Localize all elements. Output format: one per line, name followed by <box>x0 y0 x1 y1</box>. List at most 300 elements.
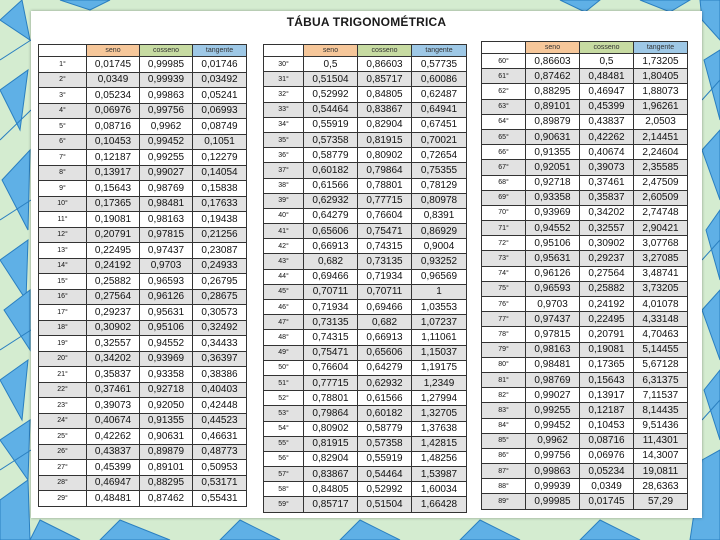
tangent-value: 0,80978 <box>412 193 467 208</box>
table-row <box>264 117 467 132</box>
sine-value: 0,99452 <box>526 418 580 433</box>
sine-value: 0,88295 <box>526 84 580 99</box>
cosine-value: 0,27564 <box>580 266 634 281</box>
tangent-value: 0,72654 <box>412 148 467 163</box>
angle-cell: 69° <box>482 190 526 205</box>
tangent-value: 0,70021 <box>412 132 467 147</box>
table-row <box>482 494 688 509</box>
angle-cell: 10° <box>39 196 87 212</box>
cosine-value: 0,98163 <box>140 212 193 228</box>
table-row <box>264 300 467 315</box>
cosine-value: 0,06976 <box>580 448 634 463</box>
sine-value: 0,96593 <box>526 281 580 296</box>
sine-value: 0,93969 <box>526 205 580 220</box>
table-row <box>264 360 467 375</box>
tangent-value: 0,08749 <box>193 119 247 135</box>
angle-cell: 22° <box>39 382 87 398</box>
table-row <box>39 444 247 460</box>
cosine-value: 0,66913 <box>358 330 412 345</box>
sine-value: 0,29237 <box>87 305 140 321</box>
cosine-value: 0,40674 <box>580 145 634 160</box>
angle-cell: 34° <box>264 117 304 132</box>
tangent-value: 2,60509 <box>634 190 688 205</box>
table-row <box>264 345 467 360</box>
sine-value: 0,10453 <box>87 134 140 150</box>
table-row <box>264 467 467 482</box>
tangent-value: 0,34433 <box>193 336 247 352</box>
tangent-value: 1,48256 <box>412 451 467 466</box>
angle-cell: 11° <box>39 212 87 228</box>
tangent-value: 3,07768 <box>634 236 688 251</box>
header-blank <box>482 42 526 54</box>
cosine-value: 0,24192 <box>580 297 634 312</box>
sine-value: 0,9703 <box>526 297 580 312</box>
angle-cell: 86° <box>482 448 526 463</box>
table-row <box>482 448 688 463</box>
table-row <box>482 114 688 129</box>
table-row <box>264 87 467 102</box>
tangent-value: 0,01746 <box>193 57 247 73</box>
tangent-value: 0,42448 <box>193 398 247 414</box>
tangent-value: 4,33148 <box>634 312 688 327</box>
sine-value: 0,06976 <box>87 103 140 119</box>
sine-value: 0,92718 <box>526 175 580 190</box>
table-row <box>264 391 467 406</box>
tangent-value: 0,55431 <box>193 491 247 507</box>
angle-cell: 6° <box>39 134 87 150</box>
tangent-value: 0,60086 <box>412 72 467 87</box>
cosine-value: 0,48481 <box>580 69 634 84</box>
sine-value: 0,98163 <box>526 342 580 357</box>
tangent-value: 2,0503 <box>634 114 688 129</box>
cosine-value: 0,15643 <box>580 372 634 387</box>
cosine-value: 0,5 <box>580 54 634 69</box>
sine-value: 0,93358 <box>526 190 580 205</box>
tangent-value: 3,27085 <box>634 251 688 266</box>
table-row <box>482 145 688 160</box>
header-cosine: cosseno <box>140 45 193 57</box>
tangent-value: 5,67128 <box>634 357 688 372</box>
tangent-value: 2,14451 <box>634 129 688 144</box>
table-row <box>264 208 467 223</box>
angle-cell: 54° <box>264 421 304 436</box>
cosine-value: 0,73135 <box>358 254 412 269</box>
sine-value: 0,43837 <box>87 444 140 460</box>
angle-cell: 23° <box>39 398 87 414</box>
table-row <box>264 330 467 345</box>
cosine-value: 0,34202 <box>580 205 634 220</box>
sine-value: 0,58779 <box>304 148 358 163</box>
tangent-value: 0,36397 <box>193 351 247 367</box>
sine-value: 0,69466 <box>304 269 358 284</box>
tangent-value: 0,23087 <box>193 243 247 259</box>
table-row <box>264 482 467 497</box>
sine-value: 0,83867 <box>304 467 358 482</box>
header-tangent: tangente <box>634 42 688 54</box>
sine-value: 0,61566 <box>304 178 358 193</box>
sine-value: 0,99255 <box>526 403 580 418</box>
table-row <box>482 312 688 327</box>
table-row <box>264 178 467 193</box>
table-row <box>39 119 247 135</box>
table-row <box>482 388 688 403</box>
sine-value: 0,52992 <box>304 87 358 102</box>
sine-value: 0,9962 <box>526 433 580 448</box>
cosine-value: 0,92050 <box>140 398 193 414</box>
table-row <box>264 451 467 466</box>
tangent-value: 1,15037 <box>412 345 467 360</box>
table-row <box>482 357 688 372</box>
tangent-value: 1,73205 <box>634 54 688 69</box>
table-row <box>39 351 247 367</box>
cosine-value: 0,99756 <box>140 103 193 119</box>
cosine-value: 0,79864 <box>358 163 412 178</box>
tangent-value: 0,53171 <box>193 475 247 491</box>
table-row <box>39 72 247 88</box>
table-row <box>264 57 467 72</box>
cosine-value: 0,62932 <box>358 375 412 390</box>
table-row <box>482 433 688 448</box>
cosine-value: 0,08716 <box>580 433 634 448</box>
table-row <box>482 266 688 281</box>
sine-value: 0,34202 <box>87 351 140 367</box>
angle-cell: 68° <box>482 175 526 190</box>
angle-cell: 3° <box>39 88 87 104</box>
sine-value: 0,22495 <box>87 243 140 259</box>
angle-cell: 57° <box>264 467 304 482</box>
table-row <box>482 84 688 99</box>
sine-value: 0,5 <box>304 57 358 72</box>
angle-cell: 20° <box>39 351 87 367</box>
table-row <box>39 150 247 166</box>
cosine-value: 0,10453 <box>580 418 634 433</box>
angle-cell: 51° <box>264 375 304 390</box>
table-row <box>482 175 688 190</box>
sine-value: 0,05234 <box>87 88 140 104</box>
sine-value: 0,08716 <box>87 119 140 135</box>
tangent-value: 0,96569 <box>412 269 467 284</box>
table-row <box>39 165 247 181</box>
cosine-value: 0,58779 <box>358 421 412 436</box>
table-row <box>482 464 688 479</box>
tangent-value: 1,66428 <box>412 497 467 512</box>
table-row <box>39 305 247 321</box>
table-row <box>264 421 467 436</box>
sine-value: 0,80902 <box>304 421 358 436</box>
tangent-value: 57,29 <box>634 494 688 509</box>
cosine-value: 0,99255 <box>140 150 193 166</box>
tangent-value: 1,60034 <box>412 482 467 497</box>
tangent-value: 11,4301 <box>634 433 688 448</box>
table-row <box>264 497 467 512</box>
table-row <box>39 336 247 352</box>
tangent-value: 0,40403 <box>193 382 247 398</box>
table-row <box>264 148 467 163</box>
angle-cell: 89° <box>482 494 526 509</box>
sine-value: 0,82904 <box>304 451 358 466</box>
tangent-value: 0,30573 <box>193 305 247 321</box>
angle-cell: 21° <box>39 367 87 383</box>
cosine-value: 0,91355 <box>140 413 193 429</box>
angle-cell: 82° <box>482 388 526 403</box>
trig-table-1-29 <box>38 44 247 507</box>
sine-value: 0,45399 <box>87 460 140 476</box>
sine-value: 0,99939 <box>526 479 580 494</box>
sine-value: 0,89101 <box>526 99 580 114</box>
tangent-value: 0,78129 <box>412 178 467 193</box>
cosine-value: 0,0349 <box>580 479 634 494</box>
angle-cell: 55° <box>264 436 304 451</box>
cosine-value: 0,99985 <box>140 57 193 73</box>
cosine-value: 0,43837 <box>580 114 634 129</box>
table-row <box>264 284 467 299</box>
sine-value: 0,46947 <box>87 475 140 491</box>
tangent-value: 0,46631 <box>193 429 247 445</box>
sine-value: 0,84805 <box>304 482 358 497</box>
cosine-value: 0,30902 <box>580 236 634 251</box>
angle-cell: 64° <box>482 114 526 129</box>
tangent-value: 1,03553 <box>412 300 467 315</box>
cosine-value: 0,42262 <box>580 129 634 144</box>
table-row <box>482 327 688 342</box>
cosine-value: 0,93969 <box>140 351 193 367</box>
tangent-value: 0,44523 <box>193 413 247 429</box>
angle-cell: 48° <box>264 330 304 345</box>
table-row <box>264 193 467 208</box>
angle-cell: 56° <box>264 451 304 466</box>
table-row <box>264 406 467 421</box>
table-row <box>264 375 467 390</box>
tangent-value: 7,11537 <box>634 388 688 403</box>
tangent-value: 19,0811 <box>634 464 688 479</box>
sine-value: 0,64279 <box>304 208 358 223</box>
angle-cell: 37° <box>264 163 304 178</box>
cosine-value: 0,88295 <box>140 475 193 491</box>
cosine-value: 0,75471 <box>358 224 412 239</box>
angle-cell: 29° <box>39 491 87 507</box>
tangent-value: 0,06993 <box>193 103 247 119</box>
sine-value: 0,54464 <box>304 102 358 117</box>
cosine-value: 0,77715 <box>358 193 412 208</box>
sine-value: 0,99863 <box>526 464 580 479</box>
trig-table-60-89 <box>481 41 688 510</box>
table-row <box>482 251 688 266</box>
tangent-value: 6,31375 <box>634 372 688 387</box>
sine-value: 0,85717 <box>304 497 358 512</box>
angle-cell: 26° <box>39 444 87 460</box>
cosine-value: 0,39073 <box>580 160 634 175</box>
table-row <box>39 367 247 383</box>
tangent-value: 0,57735 <box>412 57 467 72</box>
angle-cell: 77° <box>482 312 526 327</box>
sine-value: 0,682 <box>304 254 358 269</box>
tangent-value: 0,15838 <box>193 181 247 197</box>
sine-value: 0,97437 <box>526 312 580 327</box>
sine-value: 0,89879 <box>526 114 580 129</box>
table-row <box>264 269 467 284</box>
cosine-value: 0,80902 <box>358 148 412 163</box>
sine-value: 0,78801 <box>304 391 358 406</box>
tangent-value: 0,93252 <box>412 254 467 269</box>
cosine-value: 0,98769 <box>140 181 193 197</box>
cosine-value: 0,95106 <box>140 320 193 336</box>
cosine-value: 0,35837 <box>580 190 634 205</box>
tangent-value: 0,1051 <box>193 134 247 150</box>
sine-value: 0,13917 <box>87 165 140 181</box>
angle-cell: 24° <box>39 413 87 429</box>
table-row <box>264 163 467 178</box>
angle-cell: 85° <box>482 433 526 448</box>
sine-value: 0,42262 <box>87 429 140 445</box>
angle-cell: 53° <box>264 406 304 421</box>
header-sine: seno <box>87 45 140 57</box>
tangent-value: 4,70463 <box>634 327 688 342</box>
cosine-value: 0,65606 <box>358 345 412 360</box>
cosine-value: 0,76604 <box>358 208 412 223</box>
cosine-value: 0,95631 <box>140 305 193 321</box>
table-row <box>39 382 247 398</box>
header-blank <box>39 45 87 57</box>
tangent-value: 0,03492 <box>193 72 247 88</box>
table-row <box>264 102 467 117</box>
cosine-value: 0,64279 <box>358 360 412 375</box>
sine-value: 0,90631 <box>526 129 580 144</box>
header-tangent: tangente <box>412 45 467 57</box>
tangent-value: 0,67451 <box>412 117 467 132</box>
table-row <box>39 274 247 290</box>
cosine-value: 0,99863 <box>140 88 193 104</box>
sine-value: 0,76604 <box>304 360 358 375</box>
sine-value: 0,94552 <box>526 221 580 236</box>
sine-value: 0,01745 <box>87 57 140 73</box>
angle-cell: 33° <box>264 102 304 117</box>
table-row <box>482 342 688 357</box>
sine-value: 0,32557 <box>87 336 140 352</box>
cosine-value: 0,55919 <box>358 451 412 466</box>
cosine-value: 0,96126 <box>140 289 193 305</box>
sine-value: 0,95106 <box>526 236 580 251</box>
angle-cell: 44° <box>264 269 304 284</box>
angle-cell: 87° <box>482 464 526 479</box>
tangent-value: 0,24933 <box>193 258 247 274</box>
sine-value: 0,27564 <box>87 289 140 305</box>
tangent-value: 2,74748 <box>634 205 688 220</box>
cosine-value: 0,37461 <box>580 175 634 190</box>
trigonometric-table-sheet <box>31 11 702 518</box>
angle-cell: 62° <box>482 84 526 99</box>
table-row <box>39 491 247 507</box>
angle-cell: 18° <box>39 320 87 336</box>
angle-cell: 65° <box>482 129 526 144</box>
header-sine: seno <box>304 45 358 57</box>
angle-cell: 50° <box>264 360 304 375</box>
table-row <box>39 212 247 228</box>
cosine-value: 0,84805 <box>358 87 412 102</box>
cosine-value: 0,61566 <box>358 391 412 406</box>
tangent-value: 0,48773 <box>193 444 247 460</box>
cosine-value: 0,46947 <box>580 84 634 99</box>
angle-cell: 52° <box>264 391 304 406</box>
cosine-value: 0,01745 <box>580 494 634 509</box>
sine-value: 0,39073 <box>87 398 140 414</box>
angle-cell: 30° <box>264 57 304 72</box>
tangent-value: 0,26795 <box>193 274 247 290</box>
angle-cell: 41° <box>264 224 304 239</box>
cosine-value: 0,71934 <box>358 269 412 284</box>
angle-cell: 27° <box>39 460 87 476</box>
angle-cell: 58° <box>264 482 304 497</box>
sine-value: 0,40674 <box>87 413 140 429</box>
cosine-value: 0,19081 <box>580 342 634 357</box>
cosine-value: 0,22495 <box>580 312 634 327</box>
sine-value: 0,35837 <box>87 367 140 383</box>
sine-value: 0,66913 <box>304 239 358 254</box>
angle-cell: 4° <box>39 103 87 119</box>
tangent-value: 0,14054 <box>193 165 247 181</box>
table-row <box>264 72 467 87</box>
angle-cell: 83° <box>482 403 526 418</box>
sine-value: 0,62932 <box>304 193 358 208</box>
table-row <box>482 372 688 387</box>
cosine-value: 0,52992 <box>358 482 412 497</box>
tangent-value: 0,86929 <box>412 224 467 239</box>
table-row <box>39 103 247 119</box>
angle-cell: 81° <box>482 372 526 387</box>
tangent-value: 5,14455 <box>634 342 688 357</box>
tangent-value: 0,64941 <box>412 102 467 117</box>
header-blank <box>264 45 304 57</box>
angle-cell: 16° <box>39 289 87 305</box>
cosine-value: 0,96593 <box>140 274 193 290</box>
angle-cell: 19° <box>39 336 87 352</box>
cosine-value: 0,9703 <box>140 258 193 274</box>
cosine-value: 0,89101 <box>140 460 193 476</box>
tangent-value: 2,35585 <box>634 160 688 175</box>
sine-value: 0,60182 <box>304 163 358 178</box>
angle-cell: 78° <box>482 327 526 342</box>
cosine-value: 0,45399 <box>580 99 634 114</box>
table-row <box>39 134 247 150</box>
sine-value: 0,96126 <box>526 266 580 281</box>
table-row <box>482 129 688 144</box>
angle-cell: 66° <box>482 145 526 160</box>
angle-cell: 72° <box>482 236 526 251</box>
tangent-value: 1,27994 <box>412 391 467 406</box>
sine-value: 0,97815 <box>526 327 580 342</box>
tangent-value: 1,42815 <box>412 436 467 451</box>
cosine-value: 0,82904 <box>358 117 412 132</box>
table-row <box>482 54 688 69</box>
cosine-value: 0,12187 <box>580 403 634 418</box>
cosine-value: 0,99452 <box>140 134 193 150</box>
cosine-value: 0,90631 <box>140 429 193 445</box>
angle-cell: 40° <box>264 208 304 223</box>
sine-value: 0,15643 <box>87 181 140 197</box>
sine-value: 0,0349 <box>87 72 140 88</box>
table-row <box>482 190 688 205</box>
angle-cell: 88° <box>482 479 526 494</box>
cosine-value: 0,05234 <box>580 464 634 479</box>
sine-value: 0,75471 <box>304 345 358 360</box>
tangent-value: 1,53987 <box>412 467 467 482</box>
table-row <box>39 258 247 274</box>
cosine-value: 0,99027 <box>140 165 193 181</box>
table-row <box>264 132 467 147</box>
cosine-value: 0,86603 <box>358 57 412 72</box>
table-row <box>39 475 247 491</box>
sine-value: 0,71934 <box>304 300 358 315</box>
cosine-value: 0,9962 <box>140 119 193 135</box>
